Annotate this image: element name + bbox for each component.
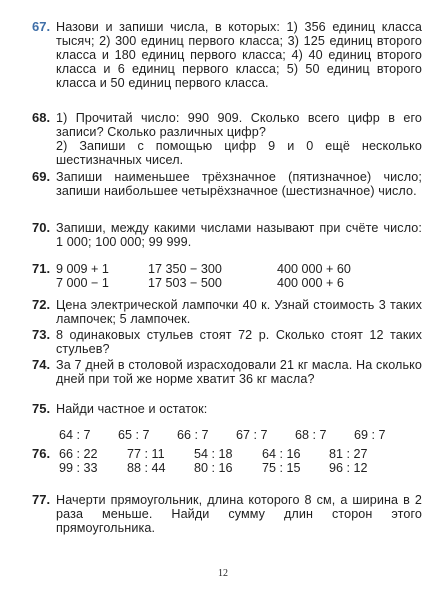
expr-6: 99 : 33: [59, 461, 98, 475]
expr-5: 400 000 + 60: [277, 262, 351, 276]
task-number: 77.: [32, 492, 51, 507]
task-number: 76.: [32, 446, 51, 461]
task-text: Запиши наименьшее трёхзначное (пятизначное) число; запиши наибольшее четырёхзначное (шестизначное) число.: [56, 170, 422, 198]
task-part-1: 1) Прочитай число: 990 909. Сколько всего цифр в его записи? Сколько различных цифр?: [56, 111, 422, 139]
expr-2: 77 : 11: [127, 447, 165, 461]
expr-1: 66 : 22: [59, 447, 98, 461]
task-text: Назови и запиши числа, в которых: 1) 356 единиц класса тысяч; 2) 300 единиц первого класса; 3) 125 единиц второго класса и 180 единиц первого класса; 4) 40 единиц второго класса и 6 единиц первого класса; 5) 50 единиц второго класса и 50 единиц первого класса.: [56, 20, 422, 90]
task-text: Цена электрической лампочки 40 к. Узнай стоимость 3 таких лампочек; 5 лампочек.: [56, 298, 422, 326]
page-number: 12: [218, 568, 228, 579]
task-69: [32, 170, 422, 198]
expr-4: 17 503 − 500: [148, 276, 222, 290]
expr-4: 64 : 16: [262, 447, 301, 461]
expr-2: 65 : 7: [118, 428, 150, 442]
task-text: Запиши, между какими числами называют при счёте число: 1 000; 100 000; 99 999.: [56, 221, 422, 249]
task-74: [32, 358, 422, 386]
task-70: [32, 221, 422, 249]
expr-2: 7 000 − 1: [56, 276, 109, 290]
task-number: 69.: [32, 169, 51, 184]
task-text: За 7 дней в столовой израсходовали 21 кг масла. На сколько дней при той же норме хватит 36 кг масла?: [56, 358, 422, 386]
task-number: 71.: [32, 261, 51, 276]
expr-4: 67 : 7: [236, 428, 268, 442]
task-text: Найди частное и остаток:: [56, 402, 208, 416]
task-part-2: 2) Запиши с помощью цифр 9 и 0 ещё несколько шестизначных чисел.: [56, 139, 422, 167]
task-text: 8 одинаковых стульев стоят 72 р. Сколько стоят 12 таких стульев?: [56, 328, 422, 356]
task-number: 73.: [32, 327, 51, 342]
expr-3: 66 : 7: [177, 428, 209, 442]
expr-6: 69 : 7: [354, 428, 386, 442]
task-73: [32, 328, 422, 356]
task-text: [56, 111, 422, 167]
task-68: [32, 111, 422, 167]
expr-5: 81 : 27: [329, 447, 368, 461]
task-77: [32, 493, 422, 535]
task-76: [32, 447, 422, 477]
expr-3: 54 : 18: [194, 447, 233, 461]
task-number: 70.: [32, 220, 51, 235]
expr-5: 68 : 7: [295, 428, 327, 442]
task-number: 72.: [32, 297, 51, 312]
task-72: [32, 298, 422, 326]
task-text: Начерти прямоугольник, длина которого 8 см, а ширина в 2 раза меньше. Найди сумму длин сторон этого прямоугольника.: [56, 493, 422, 535]
task-number: 74.: [32, 357, 51, 372]
expr-8: 80 : 16: [194, 461, 233, 475]
task-71: [32, 262, 422, 292]
task-67: [32, 20, 422, 90]
expr-6: 400 000 + 6: [277, 276, 344, 290]
task-number: 67.: [32, 19, 51, 34]
task-number: 75.: [32, 401, 51, 416]
task-number: 68.: [32, 110, 51, 125]
expr-1: 9 009 + 1: [56, 262, 109, 276]
expr-10: 96 : 12: [329, 461, 368, 475]
expr-3: 17 350 − 300: [148, 262, 222, 276]
expr-9: 75 : 15: [262, 461, 301, 475]
expr-1: 64 : 7: [59, 428, 91, 442]
expr-7: 88 : 44: [127, 461, 166, 475]
